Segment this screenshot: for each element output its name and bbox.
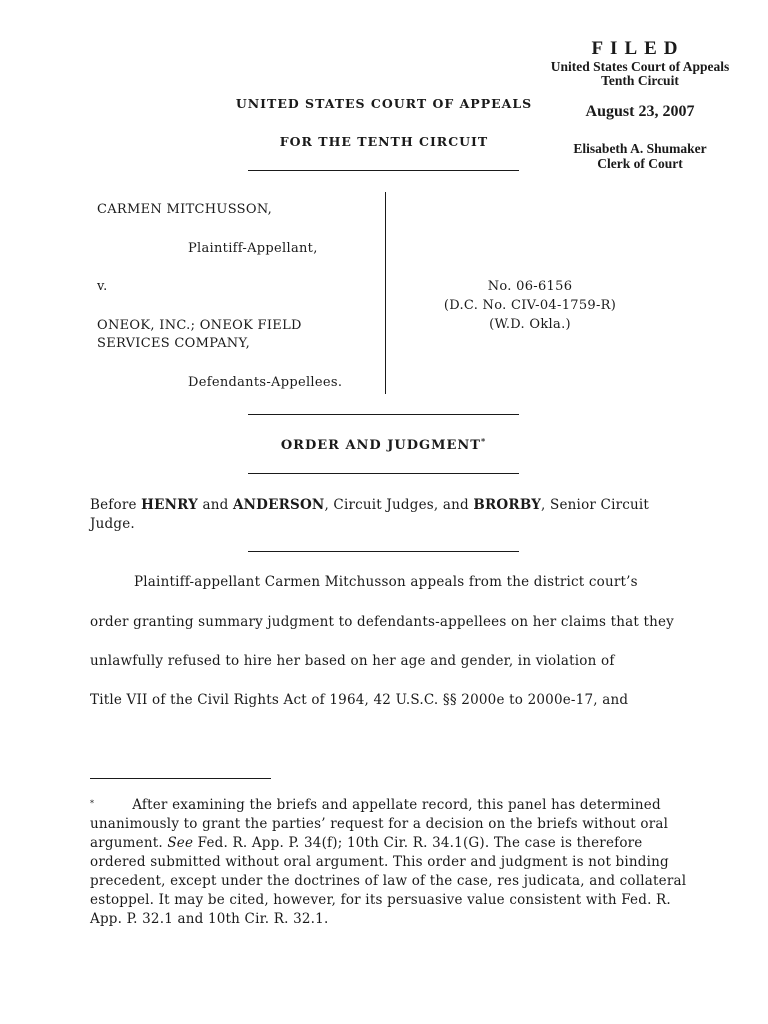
case-number: No. 06-6156 [487,279,573,294]
stamp-date: August 23, 2007 [585,103,695,120]
panel-divider [248,551,519,552]
body-line-1: Plaintiff-appellant Carmen Mitchusson appeals from the district court’s [134,574,638,590]
order-divider [248,473,519,474]
body-line-4: Title VII of the Civil Rights Act of 1964, 42 U.S.C. §§ 2000e to 2000e-17, and [90,692,629,708]
defendants-name-line1: ONEOK, INC.; ONEOK FIELD [97,318,302,333]
stamp-clerk-name: Elisabeth A. Shumaker [573,141,707,156]
footnote-mark: * [90,799,95,808]
judge-henry: HENRY [141,497,198,513]
order-title: ORDER AND JUDGMENT* [280,436,487,453]
heading-divider [248,170,519,171]
stamp-court-name: United States Court of Appeals [550,59,730,74]
caption-divider [385,192,386,394]
plaintiff-role: Plaintiff-Appellant, [188,241,318,256]
panel-line: Before HENRY and ANDERSON, Circuit Judges, and BRORBY, Senior Circuit [90,497,650,513]
plaintiff-name: CARMEN MITCHUSSON, [97,202,273,217]
footnote-separator [90,778,271,779]
filed-stamp-title: FILED [591,38,685,59]
footnote-reference: * [480,436,487,446]
judge-brorby: BRORBY [473,497,542,513]
court-heading-line1: UNITED STATES COURT OF APPEALS [235,96,533,111]
stamp-clerk-title: Clerk of Court [597,156,683,171]
defendants-name-line2: SERVICES COMPANY, [97,336,251,351]
caption-bottom-divider [248,414,519,415]
footnote: * After examining the briefs and appellate record, this panel has determined unanimously to grant the parties’ request for a decision on the briefs without oral argument. See Fed. R. App. P. 34(f); 10th Cir. R. 34.1(G). The case is therefore ordered submitted without oral argument. This order and judgment is not binding precedent, except under the doctrines of law of the case, res judicata, and collateral estoppel. It may be cited, however, for its persuasive value consistent with Fed. R. App. P. 32.1 and 10th Cir. R. 32.1. [90,797,687,927]
district-case-number: (D.C. No. CIV-04-1759-R) [443,298,617,313]
defendants-role: Defendants-Appellees. [188,375,343,390]
district-court: (W.D. Okla.) [489,317,571,332]
judge-anderson: ANDERSON [232,497,325,513]
court-heading-line2: FOR THE TENTH CIRCUIT [279,134,489,149]
body-line-2: order granting summary judgment to defendants-appellees on her claims that they [90,614,675,630]
body-line-3: unlawfully refused to hire her based on her age and gender, in violation of [90,653,615,669]
versus: v. [97,279,108,294]
footnote-see: See [167,835,194,851]
stamp-circuit: Tenth Circuit [601,73,679,88]
panel-line-2: Judge. [90,516,135,532]
